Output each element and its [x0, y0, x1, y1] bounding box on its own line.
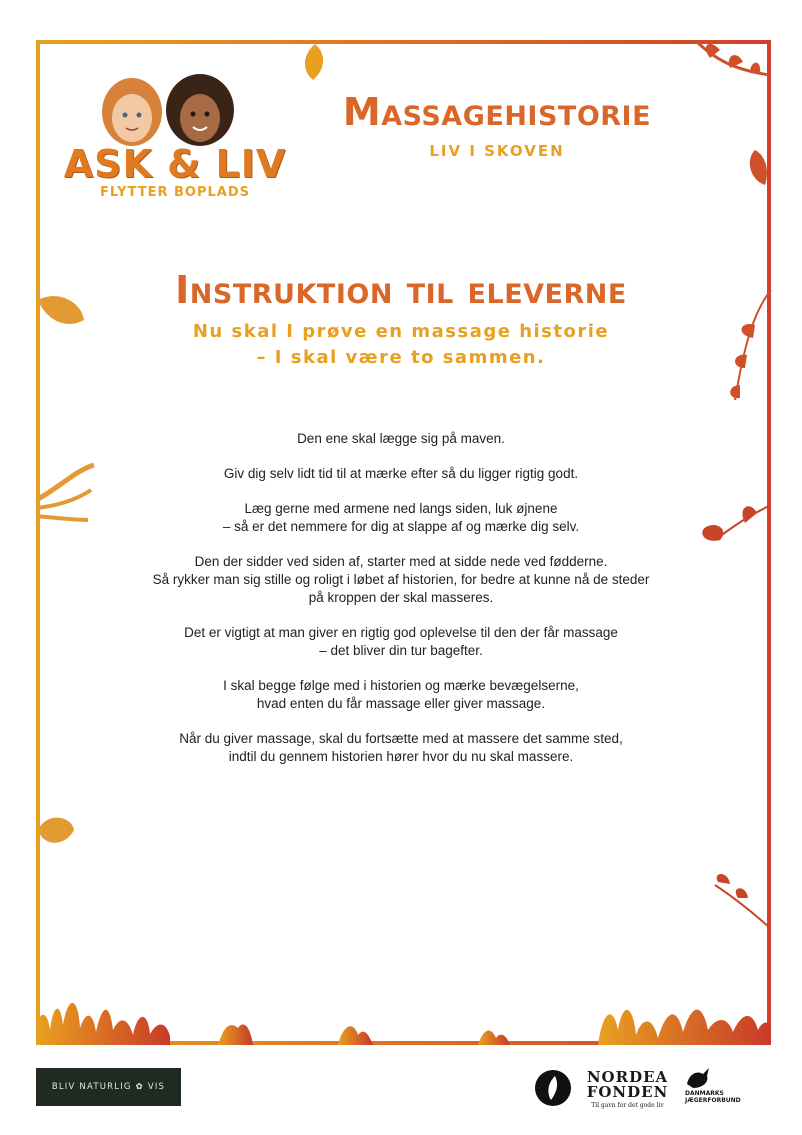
text-line: – det bliver din tur bagefter.	[319, 643, 483, 658]
nordea-name: NORDEA FONDEN	[586, 1068, 669, 1101]
paragraph	[120, 677, 682, 713]
nordea-tagline: Til gavn for det gode liv	[591, 1102, 664, 1109]
paragraph	[120, 624, 682, 660]
logo-subtitle: FLYTTER BOPLADS	[100, 185, 250, 200]
instructions-subtitle-line: Nu skal I prøve en massage historie	[192, 321, 610, 342]
bliv-naturlig-vis-logo	[36, 1068, 181, 1106]
text-line: Den ene skal lægge sig på maven.	[297, 431, 505, 446]
text-line: på kroppen der skal masseres.	[308, 590, 494, 605]
instructions-body	[120, 430, 682, 783]
dansk-name-line: JÆGERFORBUND	[685, 1097, 741, 1104]
badge-label: BLIV NATURLIG ✿ VIS	[51, 1082, 166, 1092]
paragraph	[120, 730, 682, 766]
instructions-subtitle-line: – I skal være to sammen.	[256, 347, 546, 368]
paragraph	[120, 465, 682, 483]
leaf-icon	[695, 495, 773, 555]
feather-icon	[533, 1068, 573, 1110]
leaf-icon	[36, 810, 76, 850]
grass-icon	[38, 990, 771, 1045]
text-line: indtil du gennem historien hører hvor du nu skal massere.	[228, 749, 574, 764]
text-line: – så er det nemmere for dig at slappe af og mærke dig selv.	[222, 519, 580, 534]
danmarks-jaegerforbund-logo	[685, 1090, 765, 1104]
text-line: Når du giver massage, skal du fortsætte med at massere det samme sted,	[179, 731, 623, 746]
page-subtitle: LIV I SKOVEN	[429, 142, 565, 160]
text-line: Giv dig selv lidt tid til at mærke efter så du ligger rigtig godt.	[223, 466, 579, 481]
paragraph	[120, 500, 682, 536]
text-line: Det er vigtigt at man giver en rigtig god oplevelse til den der får massage	[184, 625, 618, 640]
text-line: Så rykker man sig stille og roligt i løbet af historien, for bedre at kunne nå de steder	[152, 572, 650, 587]
text-line: hvad enten du får massage eller giver massage.	[256, 696, 546, 711]
logo-title: ASK & LIV	[63, 142, 287, 186]
duck-icon	[683, 1064, 713, 1090]
dansk-name-line: DANMARKS	[685, 1090, 724, 1097]
leaf-icon	[295, 42, 335, 82]
text-line: I skal begge følge med i historien og mærke bevægelserne,	[223, 678, 579, 693]
text-line: Den der sidder ved siden af, starter med at sidde nede ved fødderne.	[194, 554, 608, 569]
text-line: Læg gerne med armene ned langs siden, luk øjnene	[244, 501, 558, 516]
paragraph	[120, 430, 682, 448]
instructions-subtitle	[60, 319, 742, 371]
character-illustration	[80, 70, 280, 150]
ask-liv-logo	[60, 70, 290, 210]
page-title: Massagehistorie	[342, 90, 652, 134]
leaf-icon	[710, 870, 773, 930]
grass-icon	[36, 460, 96, 530]
paragraph	[120, 553, 682, 607]
instructions-title: Instruktion til eleverne	[175, 268, 627, 312]
nordea-fonden-logo	[585, 1070, 670, 1109]
